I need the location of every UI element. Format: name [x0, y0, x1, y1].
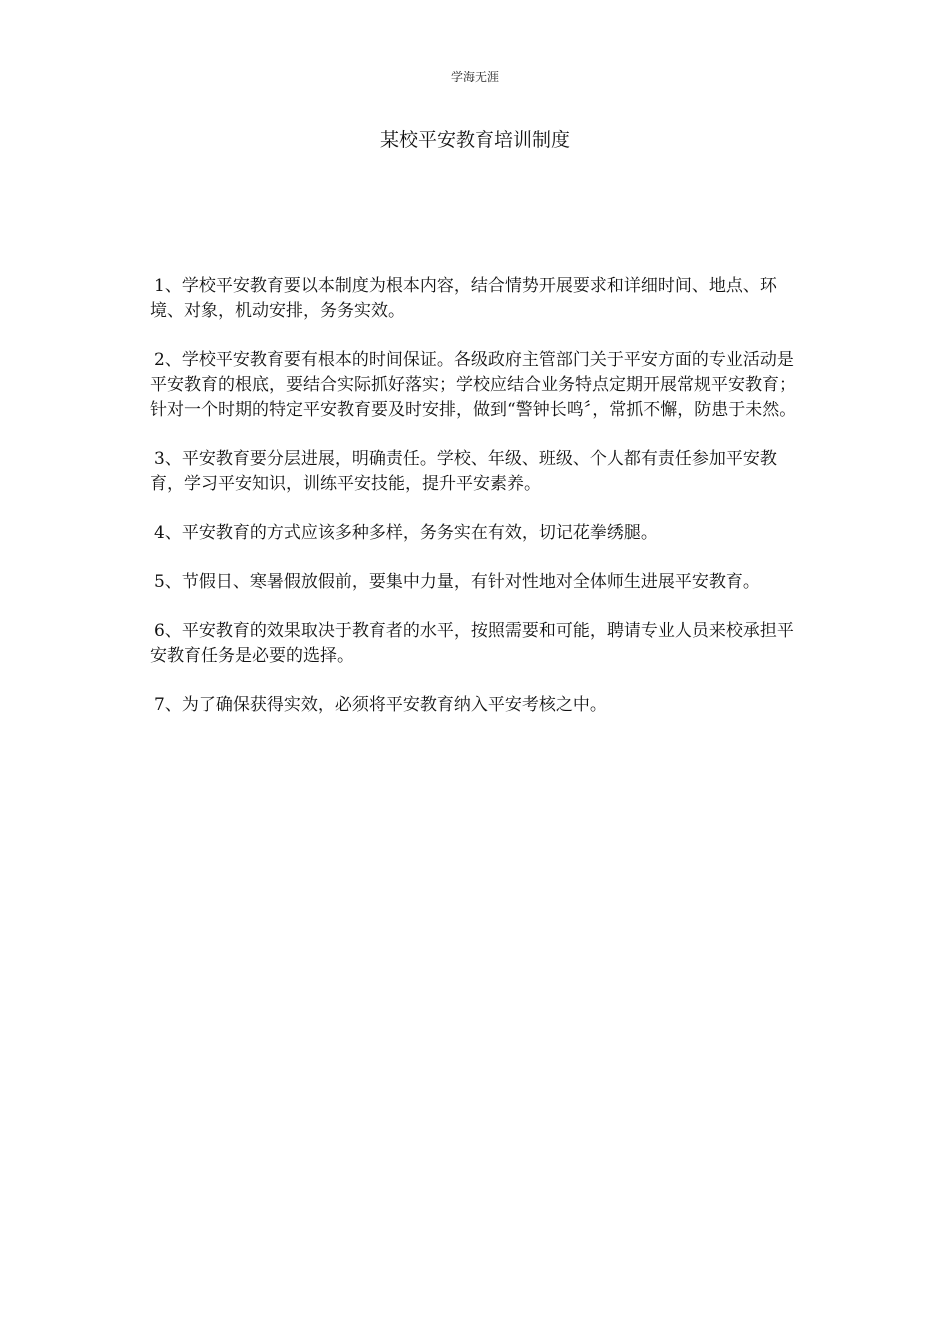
paragraph-4: 4、平安教育的方式应该多种多样，务务实在有效，切记花拳绣腿。 — [154, 523, 658, 543]
document-title: 某校平安教育培训制度 — [379, 129, 570, 151]
paragraph-3: 3、平安教育要分层进展，明确责任。学校、年级、班级、个人都有责任参加平安教育，学习平安知识，训练平安技能，提升平安素养。 — [150, 449, 777, 494]
paragraph-5: 5、节假日、寒暑假放假前，要集中力量，有针对性地对全体师生进展平安教育。 — [154, 572, 760, 592]
paragraph-7: 7、为了确保获得实效，必须将平安教育纳入平安考核之中。 — [154, 695, 607, 715]
page-header: 学海无涯 — [450, 70, 499, 84]
paragraph-6: 6、平安教育的效果取决于教育者的水平，按照需要和可能，聘请专业人员来校承担平安教育任务是必要的选择。 — [150, 621, 794, 666]
paragraph-1: 1、学校平安教育要以本制度为根本内容，结合情势开展要求和详细时间、地点、环境、对象，机动安排，务务实效。 — [150, 276, 777, 321]
document-body — [150, 274, 802, 742]
paragraph-2: 2、学校平安教育要有根本的时间保证。各级政府主管部门关于平安方面的专业活动是平安教育的根底，要结合实际抓好落实；学校应结合业务特点定期开展常规平安教育；针对一个时期的特定平安教育要及时安排，做到“警钟长鸣〞，常抓不懈，防患于未然。 — [150, 350, 797, 420]
